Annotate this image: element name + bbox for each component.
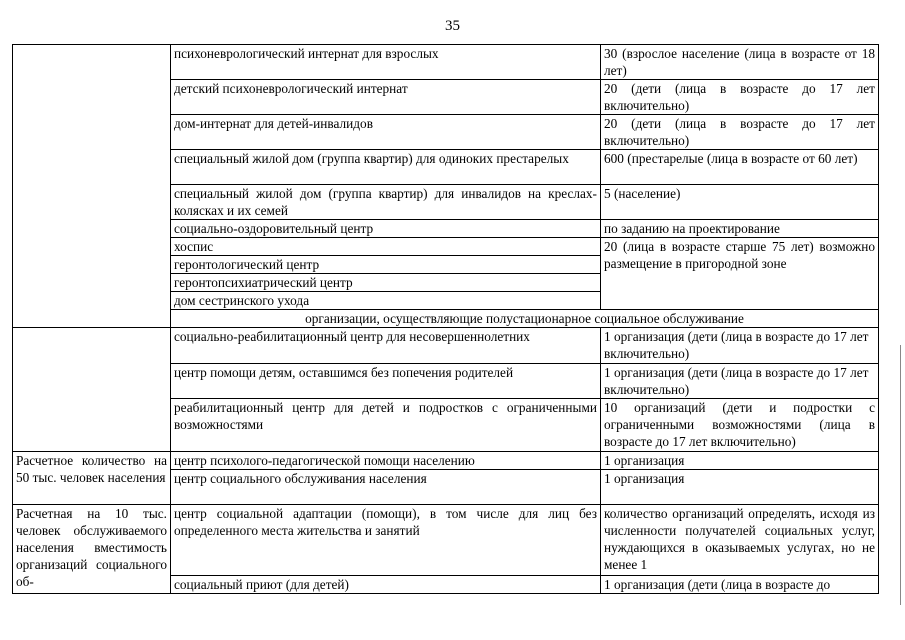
norm-cell: 1 организация: [601, 452, 879, 470]
facility-cell: дом-интернат для детей-инвалидов: [171, 115, 601, 150]
norm-cell: по заданию на проектирование: [601, 220, 879, 238]
norm-cell: 600 (престарелые (лица в возрасте от 60 лет): [601, 150, 879, 185]
norm-cell: 1 организация: [601, 470, 879, 505]
norm-cell: количество организаций определять, исходя из численности получателей социальных услуг, нуждающихся в оказываемых услугах, но не менее 1: [601, 505, 879, 576]
facility-cell: социально-оздоровительный центр: [171, 220, 601, 238]
norm-cell: 20 (дети (лица в возрасте до 17 лет включительно): [601, 115, 879, 150]
norms-table: [12, 44, 879, 594]
facility-cell: центр социальной адаптации (помощи), в том числе для лиц без определенного места жительства и занятий: [171, 505, 601, 576]
norm-cell: 10 организаций (дети и подростки с ограниченными возможностями (лица в возрасте до 17 лет включительно): [601, 399, 879, 452]
category-cell-empty: [13, 328, 171, 452]
scan-edge-line: [900, 345, 901, 605]
facility-cell: центр помощи детям, оставшимся без попечения родителей: [171, 364, 601, 399]
facility-cell: центр психолого-педагогической помощи населению: [171, 452, 601, 470]
facility-cell: реабилитационный центр для детей и подростков с ограниченными возможностями: [171, 399, 601, 452]
facility-cell: дом сестринского ухода: [171, 292, 601, 310]
table-row: [13, 45, 879, 80]
section-header: организации, осуществляющие полустационарное социальное обслуживание: [171, 310, 879, 328]
facility-cell: психоневрологический интернат для взрослых: [171, 45, 601, 80]
category-cell: Расчетное количество на 50 тыс. человек населения: [13, 452, 171, 505]
norm-cell: 20 (дети (лица в возрасте до 17 лет включительно): [601, 80, 879, 115]
table-row: [13, 452, 879, 470]
norm-cell-merged: 20 (лица в возрасте старше 75 лет) возможно размещение в пригородной зоне: [601, 238, 879, 310]
facility-cell: центр социального обслуживания населения: [171, 470, 601, 505]
page-number: 35: [445, 18, 460, 34]
facility-cell: социальный приют (для детей): [171, 576, 601, 594]
norm-cell: 1 организация (дети (лица в возрасте до 17 лет включительно): [601, 328, 879, 364]
facility-cell: геронтологический центр: [171, 256, 601, 274]
category-cell: Расчетная на 10 тыс. человек обслуживаемого населения вместимость организаций социального об-: [13, 505, 171, 594]
table-row: [13, 328, 879, 364]
facility-cell: хоспис: [171, 238, 601, 256]
norm-cell: 5 (население): [601, 185, 879, 220]
facility-cell: детский психоневрологический интернат: [171, 80, 601, 115]
category-cell-empty: [13, 45, 171, 328]
facility-cell: геронтопсихиатрический центр: [171, 274, 601, 292]
norm-cell: 30 (взрослое население (лица в возрасте от 18 лет): [601, 45, 879, 80]
facility-cell: социально-реабилитационный центр для несовершеннолетних: [171, 328, 601, 364]
norm-cell: 1 организация (дети (лица в возрасте до: [601, 576, 879, 594]
facility-cell: специальный жилой дом (группа квартир) для инвалидов на креслах-колясках и их семей: [171, 185, 601, 220]
norm-cell: 1 организация (дети (лица в возрасте до 17 лет включительно): [601, 364, 879, 399]
table-row: [13, 505, 879, 576]
facility-cell: специальный жилой дом (группа квартир) для одиноких престарелых: [171, 150, 601, 185]
